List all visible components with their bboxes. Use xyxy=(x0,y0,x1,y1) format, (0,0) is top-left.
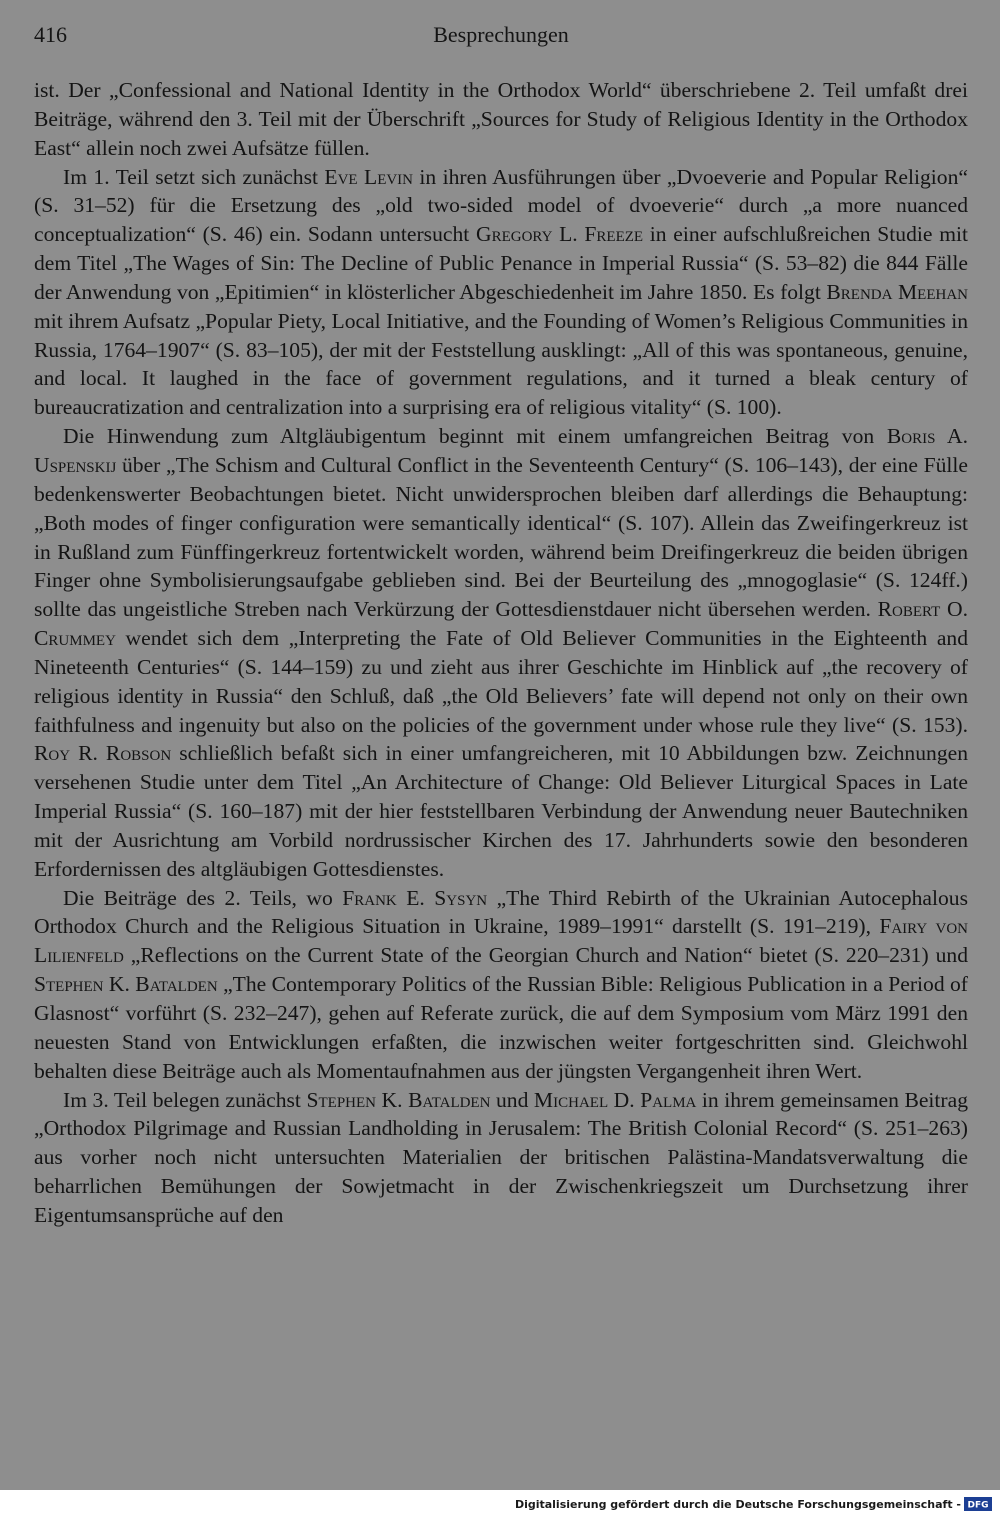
text-run: ist. Der „Confessional and National Identity in the Orthodox World“ überschriebene 2. Teil umfaßt drei Beiträge, während den 3. Teil mit der Überschrift „Sources for Study of Religious Identity in the Orthodox East“ allein noch zwei Aufsätze füllen. xyxy=(34,78,968,160)
author-name: Fairy von Lilienfeld xyxy=(34,914,968,968)
text-run: „The Contemporary Politics of the Russian Bible: Religious Publication in a Period of Glasnost“ vorführt (S. 232–247), gehen auf Referate zurück, die auf dem Symposium vom März 1991 den neuesten Stand von Entwicklungen erfaßten, die inzwischen weiter fortgeschritten sind. Gleichwohl behalten diese Beiträge auch als Momentaufnahmen aus der jüngsten Vergangenheit ihren Wert. xyxy=(34,972,969,1083)
dfg-logo-icon xyxy=(964,1497,992,1511)
text-run: „Reflections on the Current State of the Georgian Church and Nation“ bietet (S. 220–231) und xyxy=(123,943,968,968)
paragraph xyxy=(34,884,968,1086)
text-run: in ihrem gemeinsamen Beitrag „Orthodox Pilgrimage and Russian Landholding in Jerusalem: The British Colonial Record“ (S. 251–263) aus vorher noch nicht untersuchten Materialien der britischen Palästina-Mandatsverwaltung die beharrlichen Bemühungen der Sowjetmacht in der Zwischenkriegszeit um Durchsetzung ihrer Eigentumsansprüche auf den xyxy=(34,1087,969,1227)
digitization-footer xyxy=(515,1495,992,1513)
author-name: Michael D. Palma xyxy=(533,1087,697,1112)
text-run: Die Beiträge des 2. Teils, wo xyxy=(63,885,343,910)
text-run: „The Third Rebirth of the Ukrainian Autocephalous Orthodox Church and the Religious Situation in Ukraine, 1989–1991“ darstellt (S. 191–219), xyxy=(34,885,969,939)
text-run: wendet sich dem „Interpreting the Fate of Old Believer Communities in the Eighteenth and Nineteenth Centuries“ (S. 144–159) zu und zieht aus ihrer Geschichte im Hinblick auf „the recovery of religious identity in Russia“ den Schluß, daß „the Old Believers’ fate will depend not only on their own faithfulness and ingenuity but also on the policies of the government under whose rule they live“ (S. 153). xyxy=(34,626,968,737)
dfg-logo-graphic xyxy=(965,1498,991,1510)
author-name: Roy R. Robson xyxy=(34,741,172,766)
text-run: Die Hinwendung zum Altgläubigentum beginnt mit einem umfangreichen Beitrag von xyxy=(63,424,887,449)
author-name: Boris A. Uspenskij xyxy=(34,424,968,477)
author-name: Gregory L. Freeze xyxy=(475,222,644,247)
author-name: Stephen K. Batalden xyxy=(306,1087,491,1112)
paragraph xyxy=(34,163,968,423)
paragraph xyxy=(34,76,968,163)
text-run: Im 1. Teil setzt sich zunächst xyxy=(63,164,325,189)
paragraph xyxy=(34,1086,968,1230)
text-run: schließlich befaßt sich in einer umfangreicheren, mit 10 Abbildungen bzw. Zeichnungen versehenen Studie unter dem Titel „An Architecture of Change: Old Believer Liturgical Spaces in Late Imperial Russia“ (S. 160–187) mit der hier feststellbaren Verbindung der Anwendung neuer Bautechniken mit der Ausrichtung am Vorbild nordrussischer Kirchen des 17. Jahrhunderts sowie den besonderen Erfordernissen des altgläubigen Gottesdienstes. xyxy=(34,741,968,881)
text-run: Im 3. Teil belegen zunächst xyxy=(63,1087,307,1112)
author-name: Brenda Meehan xyxy=(826,279,968,304)
text-run: mit ihrem Aufsatz „Popular Piety, Local Initiative, and the Founding of Women’s Religious Communities in Russia, 1764–1907“ (S. 83–105), der mit der Feststellung ausklingt: „All of this was spontaneous, genuine, and local. It laughed in the face of government regulations, and it turned a bleak century of bureaucratization and centralization into a surprising era of religious vitality“ (S. 100). xyxy=(34,308,968,420)
author-name: Stephen K. Batalden xyxy=(34,972,218,997)
text-run: in ihren Ausführungen über „Dvoeverie and Popular Religion“ (S. 31–52) für die Ersetzung des „old two-sided model of dvoeverie“ durch „a more nuanced conceptualization“ (S. 46) ein. Sodann untersucht xyxy=(34,164,968,247)
text-run: und xyxy=(490,1087,534,1112)
author-name: Eve Levin xyxy=(324,164,414,189)
running-head xyxy=(34,22,968,54)
text-run: in einer aufschlußreichen Studie mit dem Titel „The Wages of Sin: The Decline of Public Penance in Imperial Russia“ (S. 53–82) die 844 Fälle der Anwendung von „Epitimien“ in klösterlicher Abgeschiedenheit im Jahre 1850. Es folgt xyxy=(34,222,968,304)
review-body-text xyxy=(34,76,968,1230)
dfg-logo-text: DFG xyxy=(967,1500,989,1510)
author-name: Robert O. Crummey xyxy=(34,597,968,651)
funding-credit: Digitalisierung gefördert durch die Deutsche Forschungsgemeinschaft - xyxy=(514,1497,961,1511)
paragraph xyxy=(34,422,968,884)
running-title: Besprechungen xyxy=(433,22,569,47)
author-name: Frank E. Sysyn xyxy=(342,885,488,910)
text-run: über „The Schism and Cultural Conflict in the Seventeenth Century“ (S. 106–143), der eine Fülle bedenkenswerter Beobachtungen bietet. Nicht unwidersprochen bleiben darf allerdings die Behauptung: „Both modes of finger configuration were semantically identical“ (S. 107). Allein das Zweifingerkreuz ist in Rußland zum Fünffingerkreuz fortentwickelt worden, während beim Dreifingerkreuz die beiden übrigen Finger ohne Symbolisierungsaufgabe geblieben sind. Bei der Beurteilung des „mnogoglasie“ (S. 124ff.) sollte das ungeistliche Streben nach Verkürzung der Gottesdienstdauer nicht übersehen werden. xyxy=(34,452,968,622)
page-number: 416 xyxy=(34,22,67,47)
